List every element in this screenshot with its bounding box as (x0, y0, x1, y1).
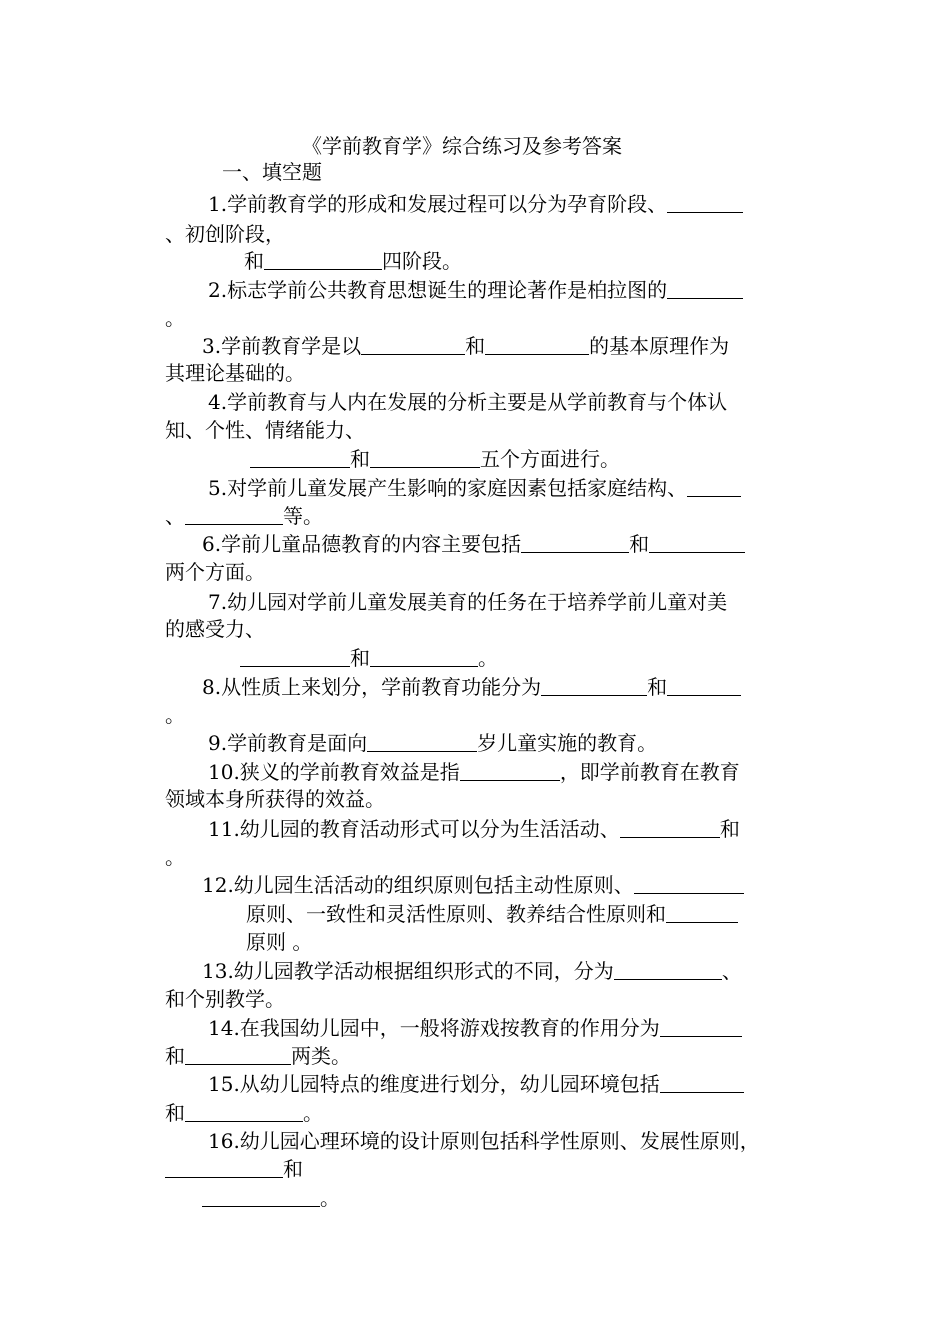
question-5 (208, 476, 741, 500)
question-text: 五个方面进行。 (480, 447, 620, 471)
question-8 (202, 675, 741, 699)
answer-blank (634, 875, 744, 894)
question-text: 3.学前教育学是以 (202, 334, 362, 358)
question-text: 。 (165, 845, 185, 869)
question-text: 8.从性质上来划分，学前教育功能分为 (202, 675, 542, 699)
answer-blank (460, 762, 560, 781)
question-13 (202, 959, 742, 983)
question-text: 10.狭义的学前教育效益是指 (208, 760, 460, 784)
question-text: 12.幼儿园生活活动的组织原则包括主动性原则、 (202, 873, 634, 897)
question-text: 和 (350, 646, 370, 670)
question-text: 、初创阶段， (165, 222, 285, 246)
question-text: 。 (478, 646, 498, 670)
question-4-line-3 (250, 447, 620, 471)
question-text: 和 (647, 675, 668, 699)
question-9 (208, 731, 657, 755)
question-14-line-2 (165, 1044, 351, 1068)
question-8-line-2 (165, 703, 185, 727)
question-6-line-2 (165, 560, 265, 584)
question-4-line-2 (165, 418, 365, 442)
answer-blank (185, 1046, 291, 1065)
question-1 (208, 192, 743, 216)
question-2 (208, 278, 743, 302)
answer-blank (367, 733, 477, 752)
question-text: 知、个性、情绪能力、 (165, 418, 365, 442)
question-1-line-3 (244, 249, 462, 273)
question-10 (208, 760, 740, 784)
question-text: 13.幼儿园教学活动根据组织形式的不同，分为 (202, 959, 614, 983)
answer-blank (660, 1074, 744, 1093)
question-text: 和个别教学。 (165, 987, 285, 1011)
question-text: 2.标志学前公共教育思想诞生的理论著作是柏拉图的 (208, 278, 668, 302)
question-text: 岁儿童实施的教育。 (477, 731, 658, 755)
question-text: 和 (629, 532, 650, 556)
answer-blank (240, 648, 350, 667)
question-text: 11.幼儿园的教育活动形式可以分为生活活动、 (208, 817, 620, 841)
answer-blank (660, 1018, 742, 1037)
question-text: 和 (165, 1044, 185, 1068)
question-5-line-2 (165, 504, 323, 528)
question-15 (208, 1072, 744, 1096)
question-text: 5.对学前儿童发展产生影响的家庭因素包括家庭结构、 (208, 476, 688, 500)
answer-blank (649, 534, 745, 553)
question-text: 两类。 (291, 1044, 351, 1068)
answer-blank (250, 449, 350, 468)
answer-blank (370, 449, 480, 468)
answer-blank (620, 819, 720, 838)
question-text: 。 (165, 703, 185, 727)
answer-blank (185, 506, 283, 525)
question-text: 和 (719, 817, 740, 841)
question-14 (208, 1016, 742, 1040)
answer-blank (361, 336, 465, 355)
question-text: 和 (350, 447, 370, 471)
question-11-line-2 (165, 845, 185, 869)
question-16 (208, 1129, 760, 1153)
question-text: 领域本身所获得的效益。 (165, 787, 385, 811)
question-12-line-3 (246, 930, 312, 954)
question-text: 和 (165, 1101, 185, 1125)
answer-blank (264, 251, 382, 270)
answer-blank (687, 478, 741, 497)
question-13-line-2 (165, 987, 285, 1011)
question-text: 16.幼儿园心理环境的设计原则包括科学性原则、发展性原则， (208, 1129, 760, 1153)
question-3-line-2 (165, 361, 305, 385)
question-text: 原则、一致性和灵活性原则、教养结合性原则和 (246, 902, 666, 926)
question-text: 两个方面。 (165, 560, 265, 584)
answer-blank (666, 904, 738, 923)
question-text: 、 (165, 504, 185, 528)
answer-blank (541, 677, 647, 696)
question-text: 原则 。 (246, 930, 313, 954)
question-text: 和 (465, 334, 486, 358)
question-text: 。 (165, 306, 185, 330)
question-text: 14.在我国幼儿园中，一般将游戏按教育的作用分为 (208, 1016, 660, 1040)
question-4 (208, 390, 727, 414)
answer-blank (521, 534, 629, 553)
question-text: 的感受力、 (165, 617, 265, 641)
question-12 (202, 873, 744, 897)
question-text: 。 (303, 1101, 323, 1125)
question-text: 1.学前教育学的形成和发展过程可以分为孕育阶段、 (208, 192, 668, 216)
question-1-line-2 (165, 222, 285, 246)
question-2-line-2 (165, 306, 185, 330)
question-7-line-2 (165, 617, 265, 641)
question-text: 7.幼儿园对学前儿童发展美育的任务在于培养学前儿童对美 (208, 590, 728, 614)
question-16-line-2 (165, 1157, 303, 1181)
question-text: 9.学前教育是面向 (208, 731, 368, 755)
answer-blank (667, 280, 743, 299)
question-15-line-2 (165, 1101, 323, 1125)
answer-blank (165, 1159, 283, 1178)
section-heading: 一、填空题 (222, 160, 322, 184)
question-7-line-3 (240, 646, 498, 670)
question-10-line-2 (165, 787, 385, 811)
question-11 (208, 817, 740, 841)
question-text: 和 (244, 249, 264, 273)
question-text: 、 (721, 959, 742, 983)
question-text: 其理论基础的。 (165, 361, 305, 385)
question-7 (208, 590, 727, 614)
answer-blank (370, 648, 478, 667)
question-12-line-2 (246, 902, 738, 926)
answer-blank (185, 1103, 303, 1122)
question-text: 。 (320, 1186, 340, 1210)
question-16-line-3 (202, 1186, 340, 1210)
question-text: 等。 (283, 504, 323, 528)
question-text: ，即学前教育在教育 (559, 760, 740, 784)
question-6 (202, 532, 745, 556)
question-text: 15.从幼儿园特点的维度进行划分，幼儿园环境包括 (208, 1072, 660, 1096)
answer-blank (202, 1188, 320, 1207)
answer-blank (614, 961, 722, 980)
question-text: 4.学前教育与人内在发展的分析主要是从学前教育与个体认 (208, 390, 728, 414)
question-text: 6.学前儿童品德教育的内容主要包括 (202, 532, 522, 556)
question-text: 和 (283, 1157, 303, 1181)
question-3 (202, 334, 729, 358)
answer-blank (667, 194, 743, 213)
question-text: 四阶段。 (382, 249, 462, 273)
question-text: 的基本原理作为 (589, 334, 730, 358)
page-title: 《学前教育学》综合练习及参考答案 (302, 134, 622, 158)
answer-blank (667, 677, 741, 696)
answer-blank (485, 336, 589, 355)
